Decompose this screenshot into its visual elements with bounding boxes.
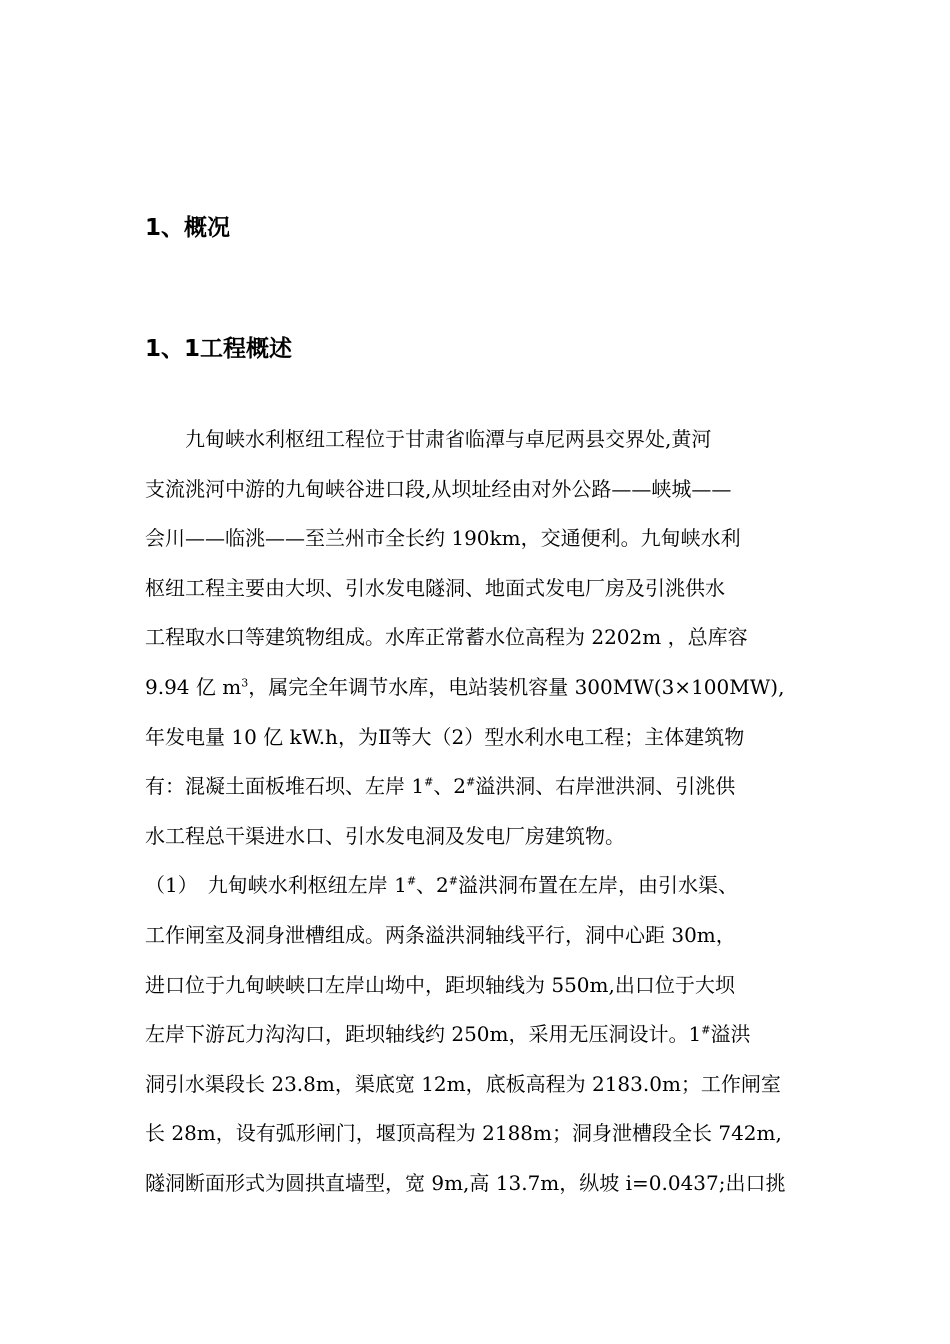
paragraph-line: 年发电量 10 亿 kW.h，为Ⅱ等大（2）型水利水电工程；主体建筑物 [145,724,745,749]
paragraph-line: 进口位于九甸峡峡口左岸山坳中，距坝轴线为 550m,出口位于大坝 [145,972,735,997]
text-run: （1） 九甸峡水利枢纽左岸 1 [145,873,407,898]
paragraph-line: 九甸峡水利枢纽工程位于甘肃省临潭与卓尼两县交界处,黄河 [145,427,712,451]
paragraph-line [145,1019,825,1069]
paragraph-line: 水工程总干渠进水口、引水发电洞及发电厂房建筑物。 [145,823,625,848]
paragraph-line: 工程取水口等建筑物组成。水库正常蓄水位高程为 2202m ，总库容 [145,625,748,650]
text-run: 、2 [416,873,449,898]
section-heading: 1、概况 [145,215,231,241]
paragraph-line [145,870,825,920]
paragraph-line: 长 28m，设有弧形闸门，堰顶高程为 2188m；洞身泄槽段全长 742m, [145,1121,782,1146]
superscript: # [701,1023,711,1037]
superscript: # [466,775,476,789]
text-run: 溢洪洞、右岸泄洪洞、引洮供 [475,774,736,799]
text-run: 左岸下游瓦力沟沟口，距坝轴线约 250m，采用无压洞设计。1 [145,1022,702,1047]
paragraph-line [145,771,825,821]
paragraph-line: 洞引水渠段长 23.8m，渠底宽 12m，底板高程为 2183.0m；工作闸室 [145,1071,781,1096]
subsection-heading: 1、1工程概述 [145,336,293,362]
text-run: ，属完全年调节水库，电站装机容量 300MW(3×100MW), [248,674,785,699]
superscript: # [448,874,458,888]
paragraph-line [145,672,825,722]
superscript: # [406,874,417,888]
superscript: # [424,775,434,789]
text-run: 溢洪洞布置在左岸，由引水渠、 [457,873,738,898]
superscript: 3 [241,676,249,690]
paragraph-line: 会川——临洮——至兰州市全长约 190km，交通便利。九甸峡水利 [145,526,741,551]
body-text [145,424,825,1218]
paragraph-line: 支流洮河中游的九甸峡谷进口段,从坝址经由对外公路——峡城—— [145,476,732,501]
text-run: 9.94 亿 m [145,674,242,699]
paragraph-line: 枢纽工程主要由大坝、引水发电隧洞、地面式发电厂房及引洮供水 [145,575,725,600]
paragraph-line: 隧洞断面形式为圆拱直墙型，宽 9m,高 13.7m，纵坡 i=0.0437;出口挑 [145,1170,786,1195]
paragraph-line: 工作闸室及洞身泄槽组成。两条溢洪洞轴线平行，洞中心距 30m， [145,922,736,947]
text-run: 有：混凝土面板堆石坝、左岸 1 [145,774,425,799]
text-run: 、2 [433,774,467,799]
text-run: 溢洪 [710,1022,751,1047]
